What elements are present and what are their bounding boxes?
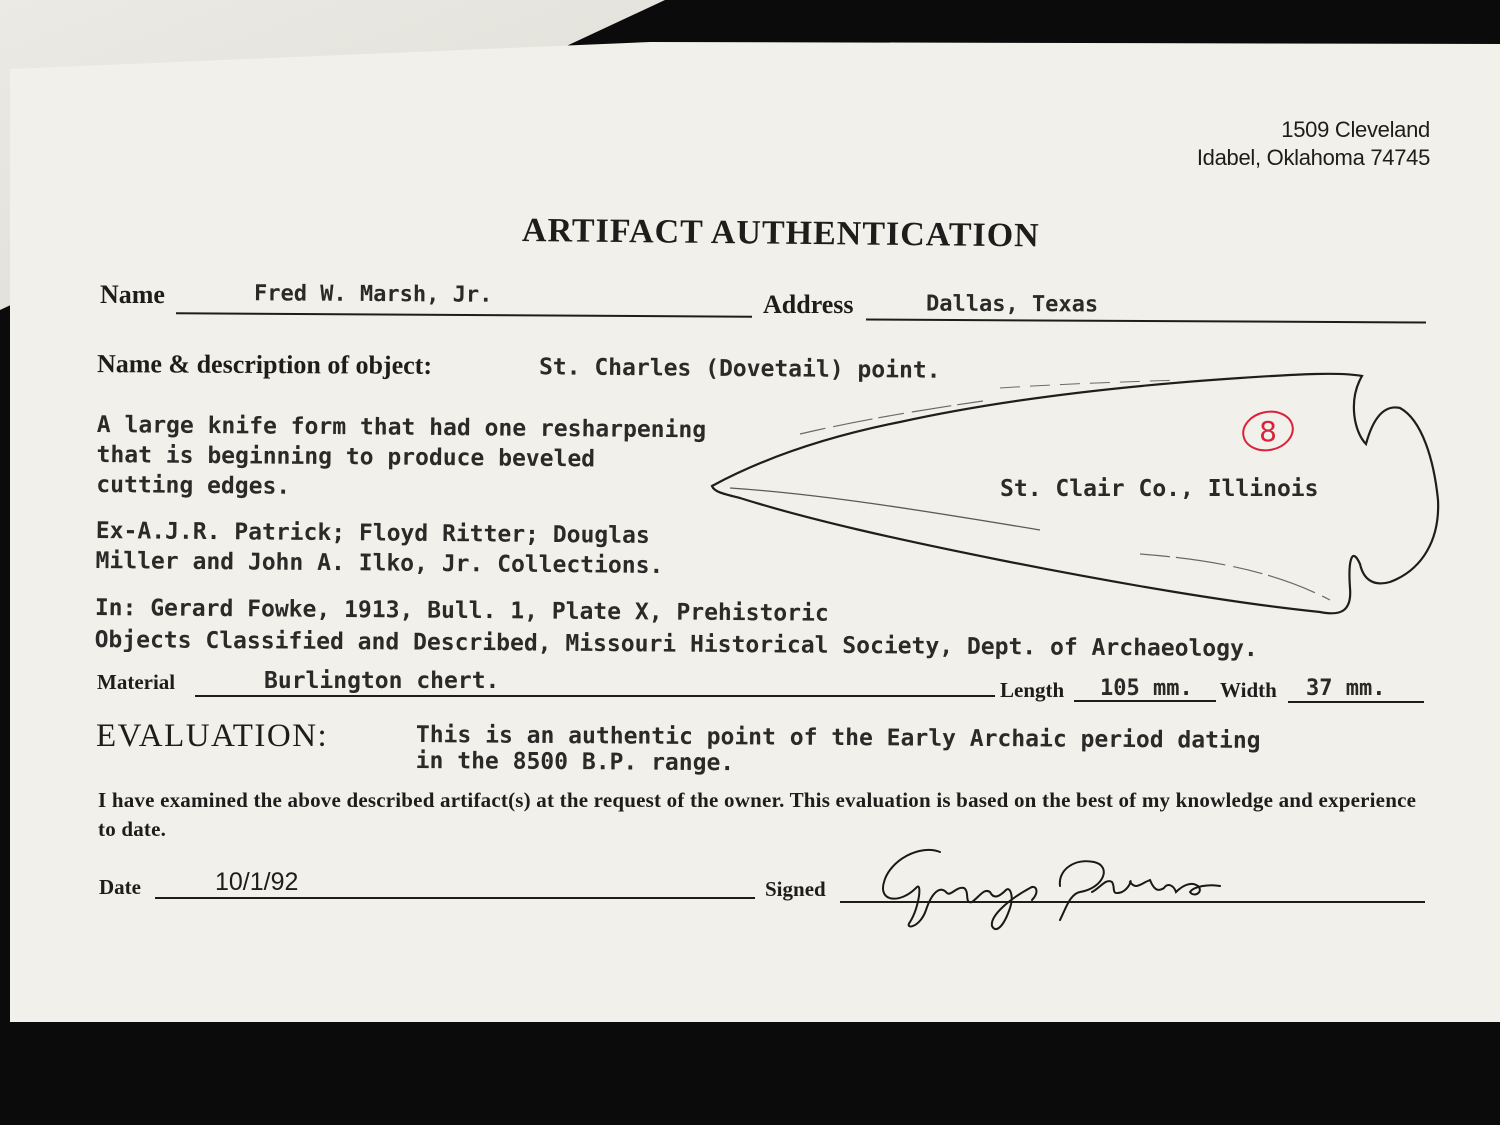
signed-label: Signed	[765, 877, 826, 901]
location-value: St. Clair Co., Illinois	[1000, 476, 1319, 502]
material-label: Material	[97, 670, 176, 694]
name-label: Name	[100, 280, 165, 309]
address-line: 1509 Cleveland	[1281, 117, 1430, 142]
evaluation-line: This is an authentic point of the Early Archaic period dating	[415, 722, 1261, 754]
provenance-line: Ex-A.J.R. Patrick; Floyd Ritter; Douglas	[95, 517, 650, 549]
document-title: ARTIFACT AUTHENTICATION	[521, 212, 1040, 255]
object-label: Name & description of object:	[96, 349, 433, 380]
evaluation-text	[416, 722, 1261, 780]
bevel-line-upper	[800, 400, 990, 434]
red-circle-mark	[1240, 408, 1296, 454]
width-label: Width	[1220, 678, 1277, 702]
description-line: that is beginning to produce beveled	[96, 441, 596, 473]
provenance-line: Miller and John A. Ilko, Jr. Collections.	[95, 547, 664, 579]
width-value: 37 mm.	[1306, 676, 1386, 701]
date-underline	[155, 897, 755, 899]
name-value: Fred W. Marsh, Jr.	[253, 281, 493, 308]
width-underline	[1288, 701, 1424, 703]
address-value: Dallas, Texas	[925, 291, 1099, 318]
bevel-line-lower	[1140, 554, 1330, 600]
provenance-text	[95, 516, 663, 581]
signature-stroke	[1060, 861, 1220, 920]
reference-line: Objects Classified and Described, Missouri Historical Society, Dept. of Archaeology.	[94, 626, 1258, 663]
handwritten-signature	[860, 830, 1240, 940]
count-mark-text: 8	[1259, 415, 1277, 448]
length-label: Length	[1000, 678, 1065, 702]
evaluation-disclaimer: I have examined the above described artifact(s) at the request of the owner. This evaluation is based on the best of my knowledge and experience to date.	[98, 788, 1417, 841]
address-label: Address	[763, 290, 854, 319]
description-line: A large knife form that had one resharpening	[96, 411, 707, 444]
date-value: 10/1/92	[215, 868, 299, 896]
material-underline	[195, 695, 995, 697]
evaluation-label: EVALUATION:	[96, 718, 329, 754]
reference-line: In: Gerard Fowke, 1913, Bull. 1, Plate X, Prehistoric	[94, 594, 829, 627]
description-line: cutting edges.	[96, 471, 291, 500]
object-value: St. Charles (Dovetail) point.	[538, 354, 941, 384]
issuer-address	[1197, 116, 1430, 172]
date-label: Date	[99, 875, 141, 899]
address-line: Idabel, Oklahoma 74745	[1196, 145, 1430, 170]
material-value: Burlington chert.	[264, 668, 500, 694]
description-text	[96, 410, 706, 505]
length-value: 105 mm.	[1100, 676, 1193, 701]
evaluation-line: in the 8500 B.P. range.	[415, 747, 735, 777]
signature-stroke	[883, 850, 1036, 929]
